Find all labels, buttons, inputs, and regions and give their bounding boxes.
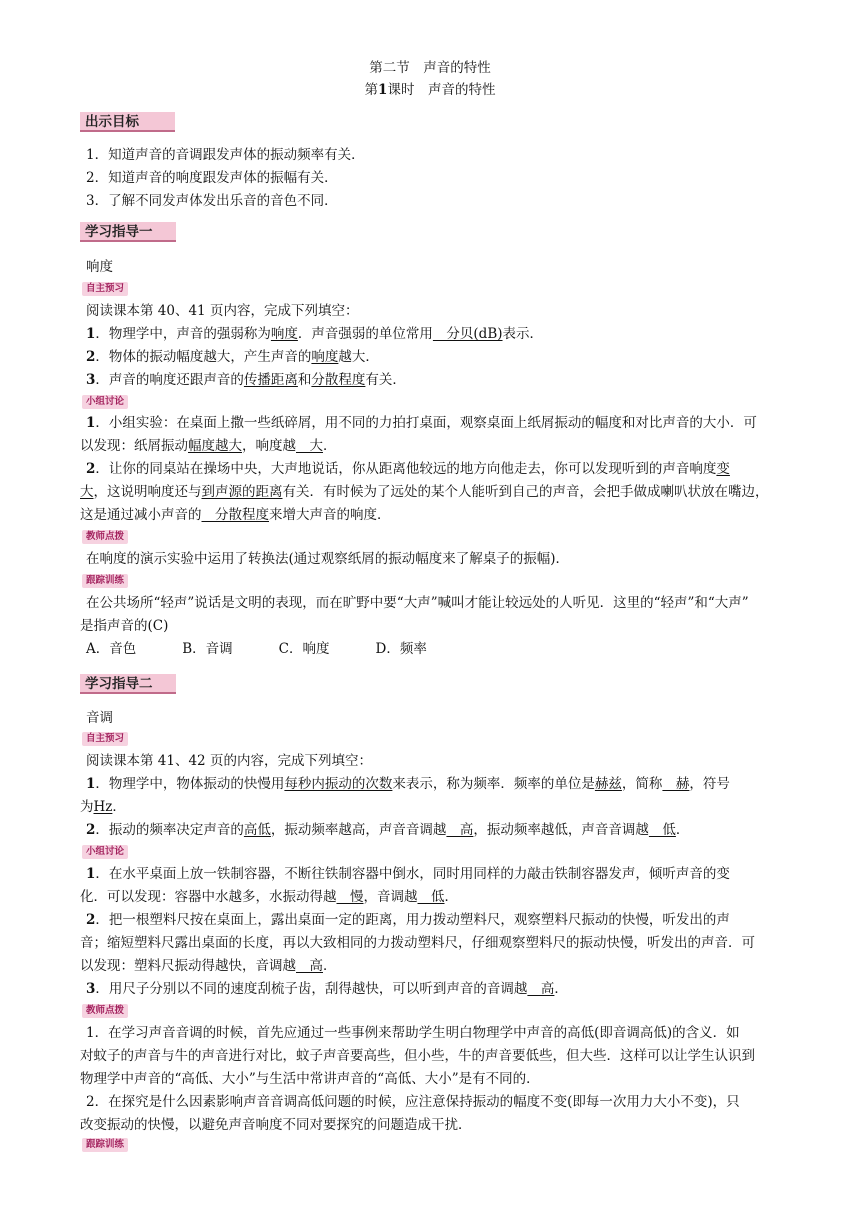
guide1-track-tag: 跟踪训练 [82,574,128,588]
guide2-fill-1-line2: 为Hz． [80,799,126,815]
guide1-options [86,641,816,657]
guide1-fill-3: 3．声音的响度还跟声音的传播距离和分散程度有关． [86,372,406,388]
guide2-group-tag: 小组讨论 [82,845,128,859]
guide2-fill-1-line1: 1．物理学中，物体振动的快慢用每秒内振动的次数来表示，称为频率．频率的单位是赫兹，简称 赫，符号 [86,776,730,792]
option-c: C．响度 [278,641,330,657]
guide2-group-3: 3．用尺子分别以不同的速度刮梳子齿，刮得越快，可以听到声音的音调越 高． [86,981,568,997]
guide2-group-2-line3: 以发现：塑料尺振动得越快，音调越 高． [80,958,337,974]
guide2-intro: 阅读课本第 41、42 页的内容，完成下列填空： [86,753,372,769]
section-title: 第二节 声音的特性 [369,60,491,76]
guide1-question-line1: 在公共场所“轻声”说话是文明的表现，而在旷野中要“大声”喊叫才能让较远处的人听见．这里的“轻声”和“大声” [86,595,749,611]
goals-banner: 出示目标 [80,112,175,132]
guide1-banner: 学习指导一 [80,222,176,242]
guide1-teacher-tag: 教师点拨 [82,530,128,544]
guide2-teacher-2-line2: 改变振动的快慢，以避免声音响度不同对要探究的问题造成干扰． [80,1117,472,1133]
guide2-preview-tag: 自主预习 [82,732,128,746]
guide1-group-2-line3: 这是通过减小声音的 分散程度来增大声音的响度． [80,507,391,523]
guide1-topic: 响度 [86,259,113,275]
guide1-group-1-line2: 以发现：纸屑振动幅度越大，响度越 大． [80,438,337,454]
goal-item: 2．知道声音的响度跟发声体的振幅有关． [86,170,338,186]
guide2-teacher-1-line1: 1．在学习声音音调的时候，首先应通过一些事例来帮助学生明白物理学中声音的高低(即音调高低)的含义．如 [86,1025,740,1041]
guide1-intro: 阅读课本第 40、41 页内容，完成下列填空： [86,303,359,319]
guide2-track-tag: 跟踪训练 [82,1138,128,1152]
guide1-group-tag: 小组讨论 [82,395,128,409]
option-a: A．音色 [86,641,137,657]
guide2-teacher-2-line1: 2．在探究是什么因素影响声音音调高低问题的时候，应注意保持振动的幅度不变(即每一次用力大小不变)，只 [86,1094,740,1110]
guide1-question-line2: 是指声音的(C) [80,618,169,634]
guide2-banner: 学习指导二 [80,674,176,694]
option-d: D．频率 [375,641,427,657]
guide1-group-1-line1: 1．小组实验：在桌面上撒一些纸碎屑，用不同的力拍打桌面，观察桌面上纸屑振动的幅度和对比声音的大小．可 [86,415,757,431]
guide2-teacher-1-line2: 对蚊子的声音与牛的声音进行对比，蚊子声音要高些，但小些，牛的声音要低些，但大些．这样可以让学生认识到 [80,1048,755,1064]
guide2-group-1-line1: 1．在水平桌面上放一铁制容器，不断往铁制容器中倒水，同时用同样的力敲击铁制容器发声，倾听声音的变 [86,866,730,882]
guide2-group-2-line2: 音；缩短塑料尺露出桌面的长度，再以大致相同的力拨动塑料尺，仔细观察塑料尺的振动快慢，听发出的声音．可 [80,935,755,951]
goal-item: 1．知道声音的音调跟发声体的振动频率有关． [86,147,365,163]
guide2-group-1-line2: 化．可以发现：容器中水越多，水振动得越 慢，音调越 低． [80,889,458,905]
guide1-fill-1: 1．物理学中，声音的强弱称为响度．声音强弱的单位常用 分贝(dB)表示． [86,326,544,342]
guide1-preview-tag: 自主预习 [82,282,128,296]
option-b: B．音调 [182,641,233,657]
guide2-group-2-line1: 2．把一根塑料尺按在桌面上，露出桌面一定的距离，用力拨动塑料尺，观察塑料尺振动的快慢，听发出的声 [86,912,730,928]
guide1-teacher-note: 在响度的演示实验中运用了转换法(通过观察纸屑的振动幅度来了解桌子的振幅)． [86,551,570,567]
guide2-teacher-1-line3: 物理学中声音的“高低、大小”与生活中常讲声音的“高低、大小”是有不同的． [80,1071,540,1087]
guide1-group-2-line2: 大，这说明响度还与到声源的距离有关．有时候为了远处的某个人能听到自己的声音，会把手做成喇叭状放在嘴边， [80,484,769,500]
goal-item: 3．了解不同发声体发出乐音的音色不同． [86,193,338,209]
lesson-title: 第1课时 声音的特性 [364,82,496,98]
guide1-group-2-line1: 2．让你的同桌站在操场中央，大声地说话，你从距离他较远的地方向他走去，你可以发现听到的声音响度变 [86,461,730,477]
guide1-fill-2: 2．物体的振动幅度越大，产生声音的响度越大． [86,349,379,365]
guide2-teacher-tag: 教师点拨 [82,1004,128,1018]
guide2-topic: 音调 [86,710,113,726]
guide2-fill-2: 2．振动的频率决定声音的高低，振动频率越高，声音音调越 高，振动频率越低，声音音调越 低． [86,822,690,838]
